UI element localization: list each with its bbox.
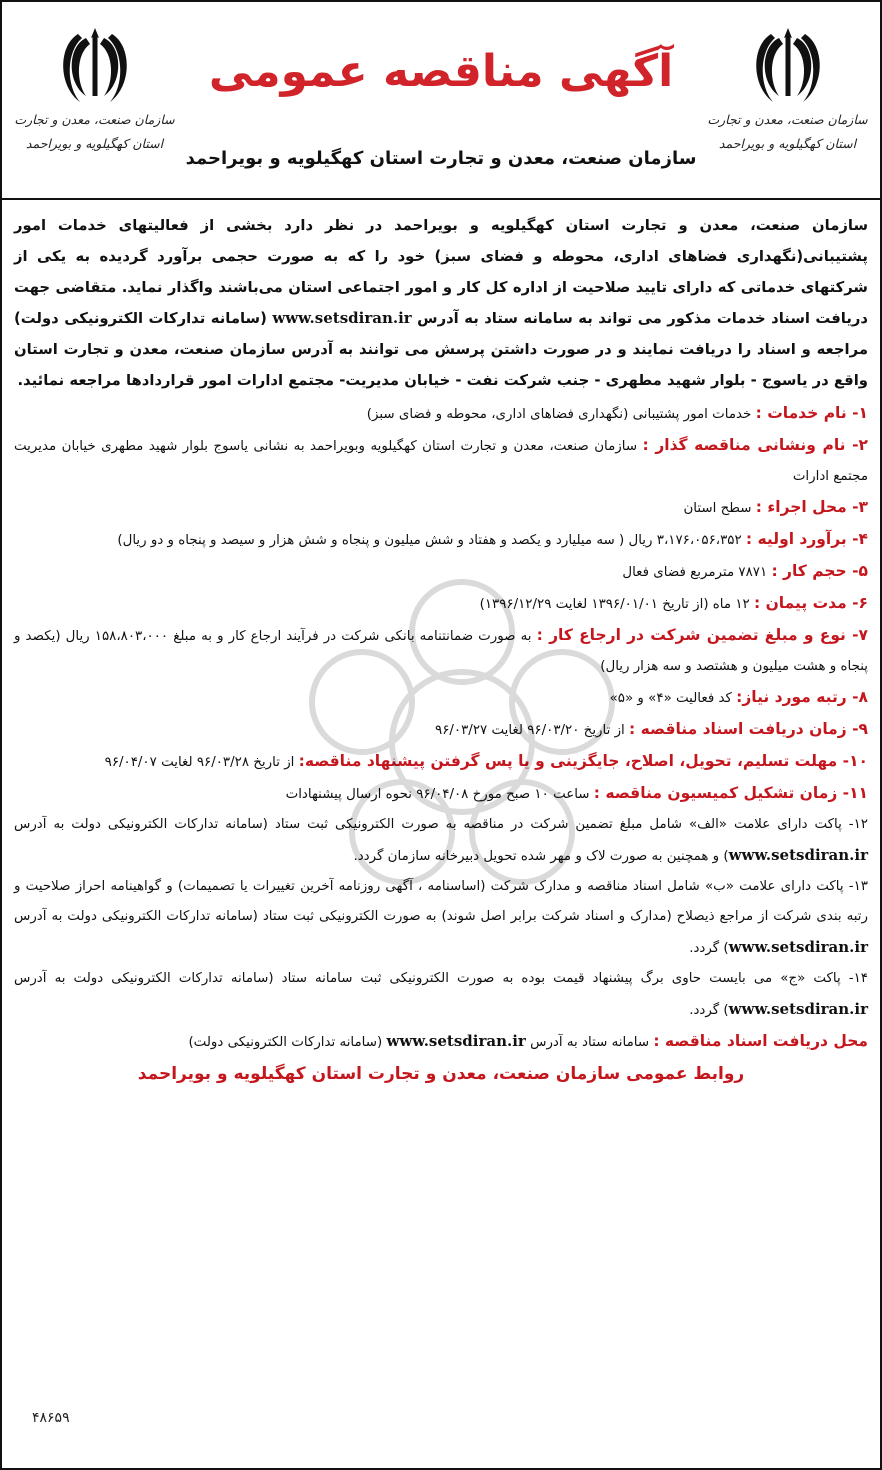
emblem-caption-line1: سازمان صنعت، معدن و تجارت <box>14 112 175 127</box>
intro-text-2: (سامانه تدارکات الکترونیکی دولت) مراجعه و اسناد را دریافت نمایند و در صورت داشتن پرسش می توانند به آدرس سازمان صنعت، معدن و تجارت استان واقع در یاسوج - بلوار شهید مطهری - جنب شرکت نفت - خیابان مدیریت- مجتمع ادارات امور قراردادها مراجعه نمائید. <box>14 310 868 389</box>
clause-12 <box>14 810 868 872</box>
docs-location-text-b: (سامانه تدارکات الکترونیکی دولت) <box>188 1035 383 1050</box>
clause-14-text-b: ) گردد. <box>689 1003 729 1018</box>
item-label: ۱- نام خدمات : <box>755 404 868 422</box>
clause-14-text-a: ۱۴- پاکت «ج» می بایست حاوی برگ پیشنهاد قیمت بوده به صورت الکترونیکی ثبت سامانه ستاد (سامانه تدارکات الکترونیکی دولت به آدرس <box>14 971 868 986</box>
emblem-caption-line1: سازمان صنعت، معدن و تجارت <box>707 112 868 127</box>
docs-location-text-a: سامانه ستاد به آدرس <box>530 1035 650 1050</box>
item-11 <box>14 778 868 810</box>
docs-location <box>14 1026 868 1058</box>
item-value: ساعت ۱۰ صبح مورخ ۹۶/۰۴/۰۸ نحوه ارسال پیشنهادات <box>285 787 590 802</box>
item-1 <box>14 398 868 430</box>
item-4 <box>14 524 868 556</box>
item-7 <box>14 620 868 682</box>
item-value: سطح استان <box>683 501 752 516</box>
item-value: ۱۲ ماه (از تاریخ ۱۳۹۶/۰۱/۰۱ لغایت ۱۳۹۶/۱۲/۲۹) <box>479 597 750 612</box>
clause-13 <box>14 872 868 964</box>
item-10 <box>14 746 868 778</box>
item-label: ۸- رتبه مورد نیاز: <box>736 688 868 706</box>
item-label: ۲- نام ونشانی مناقصه گذار : <box>642 436 868 454</box>
item-label: ۹- زمان دریافت اسناد مناقصه : <box>629 720 868 738</box>
item-label: ۶- مدت پیمان : <box>753 594 868 612</box>
tender-items <box>14 398 868 1058</box>
item-8 <box>14 682 868 714</box>
docs-location-label: محل دریافت اسناد مناقصه : <box>653 1032 868 1050</box>
clause-12-text-b: ) و همچنین به صورت لاک و مهر شده تحویل دبیرخانه سازمان گردد. <box>353 849 729 864</box>
item-value: ۷۸۷۱ مترمربع فضای فعال <box>622 565 768 580</box>
emblem-caption-line2: استان کهگیلویه و بویراحمد <box>25 136 164 151</box>
clause-13-text-b: ) گردد. <box>689 941 729 956</box>
item-label: ۵- حجم کار : <box>771 562 868 580</box>
item-value: کد فعالیت «۴» و «۵» <box>609 691 732 706</box>
item-6 <box>14 588 868 620</box>
item-value: ۳،۱۷۶،۰۵۶،۳۵۲ ریال ( سه میلیارد و یکصد و هفتاد و شش میلیون و پنجاه و شش هزار و سیصد و پنجاه و دو ریال) <box>117 533 742 548</box>
item-2 <box>14 430 868 492</box>
intro-text-1: سازمان صنعت، معدن و تجارت استان کهگیلویه و بویراحمد در نظر دارد بخشی از فعالیتهای خدمات امور پشتیبانی(نگهداری فضاهای اداری، محوطه و فضای سبز) خود را که به صورت حجمی برآورد گردیده به یکی از شرکتهای خدماتی که دارای تایید صلاحیت از اداره کل کار و امور اجتماعی استان می‌باشند واگذار نماید. متقاضی جهت دریافت اسناد خدمات مذکور می تواند به سامانه ستاد به آدرس <box>14 217 868 327</box>
item-5 <box>14 556 868 588</box>
item-label: ۳- محل اجراء : <box>755 498 868 516</box>
clause-14-url: www.setsdiran.ir <box>728 1000 868 1018</box>
item-value: سازمان صنعت، معدن و تجارت استان کهگیلویه وبویراحمد به نشانی یاسوج بلوار شهید مطهری خیابان مدیریت مجتمع ادارات <box>14 439 868 484</box>
item-label: ۱۰- مهلت تسلیم، تحویل، اصلاح، جایگزینی و یا پس گرفتن پیشنهاد مناقصه: <box>298 752 868 770</box>
emblem-caption-line2: استان کهگیلویه و بویراحمد <box>718 136 857 151</box>
docs-location-url: www.setsdiran.ir <box>386 1032 526 1050</box>
item-label: ۱۱- زمان تشکیل کمیسیون مناقصه : <box>593 784 868 802</box>
item-value: از تاریخ ۹۶/۰۳/۲۸ لغایت ۹۶/۰۴/۰۷ <box>104 755 295 770</box>
clause-12-text-a: ۱۲- پاکت دارای علامت «الف» شامل مبلغ تضمین شرکت در مناقصه به صورت الکترونیکی ثبت ستاد (سامانه تدارکات الکترونیکی دولت به آدرس <box>14 817 868 832</box>
item-3 <box>14 492 868 524</box>
item-value: به صورت ضمانتنامه بانکی شرکت در فرآیند ارجاع کار و به مبلغ ۱۵۸،۸۰۳،۰۰۰ ریال (یکصد و پنجاه و هشت میلیون و هشتصد و سه هزار ریال) <box>14 629 868 674</box>
page-title: آگهی مناقصه عمومی <box>208 46 674 97</box>
emblem-left <box>7 24 182 154</box>
item-9 <box>14 714 868 746</box>
notice-code: ۴۸۶۵۹ <box>32 1410 70 1426</box>
clause-13-url: www.setsdiran.ir <box>728 938 868 956</box>
public-relations-footer: روابط عمومی سازمان صنعت، معدن و تجارت استان کهگیلویه و بویراحمد <box>137 1064 745 1084</box>
item-value: از تاریخ ۹۶/۰۳/۲۰ لغایت ۹۶/۰۳/۲۷ <box>435 723 625 738</box>
iran-emblem-icon <box>56 24 134 106</box>
clause-14 <box>14 964 868 1026</box>
clause-12-url: www.setsdiran.ir <box>728 846 868 864</box>
item-label: ۷- نوع و مبلغ تضمین شرکت در ارجاع کار : <box>536 626 868 644</box>
page-subtitle: سازمان صنعت، معدن و تجارت استان کهگیلویه و بویراحمد <box>185 148 697 169</box>
intro-url: www.setsdiran.ir <box>272 309 412 327</box>
item-label: ۴- برآورد اولیه : <box>745 530 868 548</box>
notice-header <box>2 2 880 200</box>
clause-13-text-a: ۱۳- پاکت دارای علامت «ب» شامل اسناد مناقصه و مدارک شرکت (اساسنامه ، آگهی روزنامه آخرین تغییرات یا تصمیمات) و گواهینامه احراز صلاحیت و رتبه بندی شرکت از مراجع ذیصلاح (مدارک و اسناد شرکت برابر اصل شوند) به صورت الکترونیکی ثبت ستاد (سامانه تدارکات الکترونیکی دولت به آدرس <box>14 879 868 924</box>
item-value: خدمات امور پشتیبانی (نگهداری فضاهای اداری، محوطه و فضای سبز) <box>366 407 752 422</box>
intro-paragraph <box>14 210 868 396</box>
